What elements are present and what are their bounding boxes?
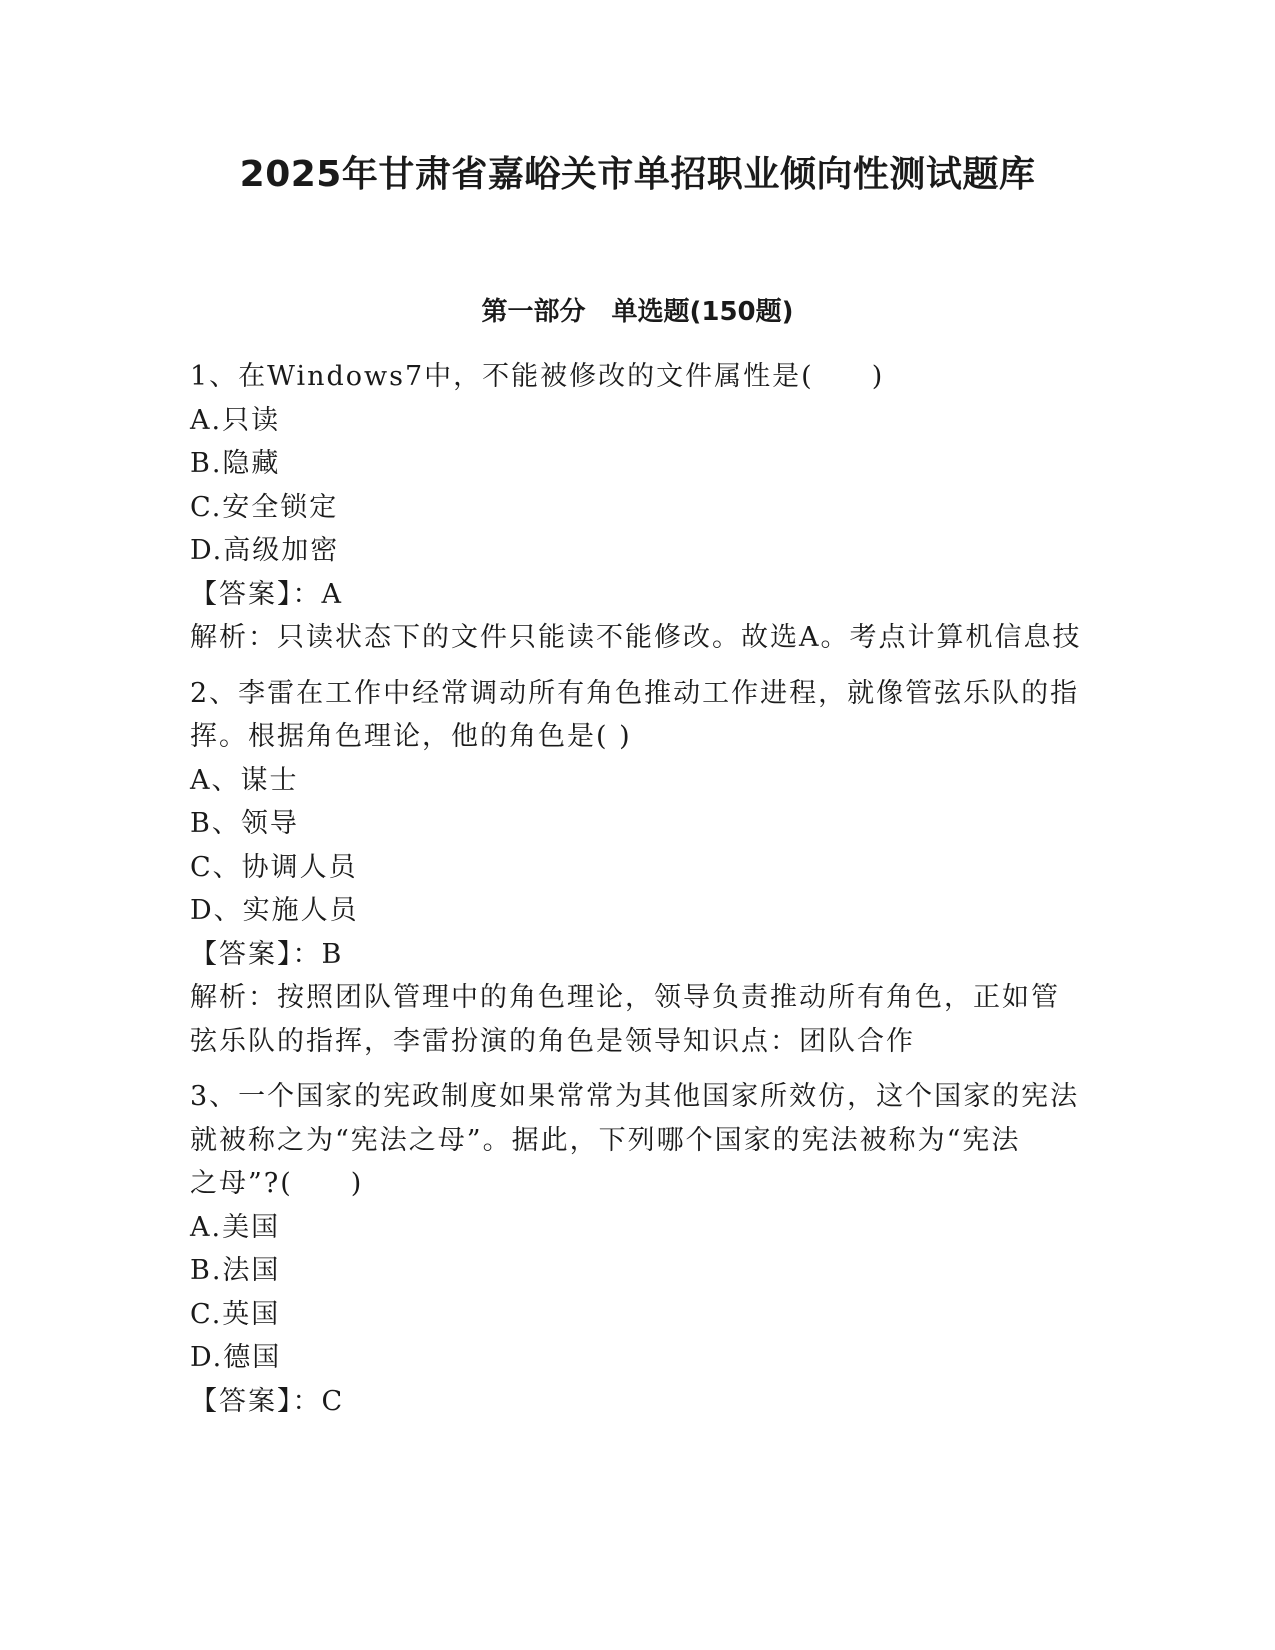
option-d: D.德国 (190, 1342, 282, 1373)
option-d: D、实施人员 (190, 895, 359, 926)
question-stem: 2、李雷在工作中经常调动所有角色推动工作进程，就像管弦乐队的指 (190, 677, 1080, 709)
answer-line: 【答案】：B (190, 938, 344, 970)
question-stem: 1、在Windows7中，不能被修改的文件属性是( ) (190, 361, 885, 392)
option-b: B、领导 (190, 808, 299, 839)
question-stem: 就被称之为“宪法之母”。据此，下列哪个国家的宪法被称为“宪法 (190, 1124, 1021, 1156)
question-stem: 3、一个国家的宪政制度如果常常为其他国家所效仿，这个国家的宪法 (190, 1081, 1080, 1112)
question-3 (190, 1075, 1090, 1423)
analysis-line: 弦乐队的指挥，李雷扮演的角色是领导知识点：团队合作 (190, 1025, 915, 1057)
option-c: C.英国 (190, 1298, 281, 1330)
option-b: B.隐藏 (190, 448, 281, 479)
section-title: 第一部分 单选题(150题) (481, 297, 794, 327)
analysis-line: 解析：只读状态下的文件只能读不能修改。故选A。考点计算机信息技 (190, 622, 1082, 653)
answer-line: 【答案】：A (190, 578, 343, 610)
question-2 (190, 672, 1090, 1064)
option-a: A.美国 (190, 1211, 281, 1243)
option-d: D.高级加密 (190, 535, 340, 566)
option-b: B.法国 (190, 1255, 281, 1286)
answer-line: 【答案】：C (190, 1385, 345, 1417)
option-c: C.安全锁定 (190, 491, 339, 523)
question-1 (190, 355, 1090, 660)
analysis-line: 解析：按照团队管理中的角色理论，领导负责推动所有角色，正如管 (190, 982, 1060, 1013)
option-c: C、协调人员 (190, 851, 358, 883)
document-title: 2025年甘肃省嘉峪关市单招职业倾向性测试题库 (239, 154, 1036, 195)
question-list (190, 355, 1090, 1435)
question-stem: 之母”?( ) (190, 1168, 364, 1199)
option-a: A.只读 (190, 404, 281, 436)
option-a: A、谋士 (190, 764, 299, 796)
question-stem: 挥。根据角色理论，他的角色是( ) (190, 721, 632, 752)
